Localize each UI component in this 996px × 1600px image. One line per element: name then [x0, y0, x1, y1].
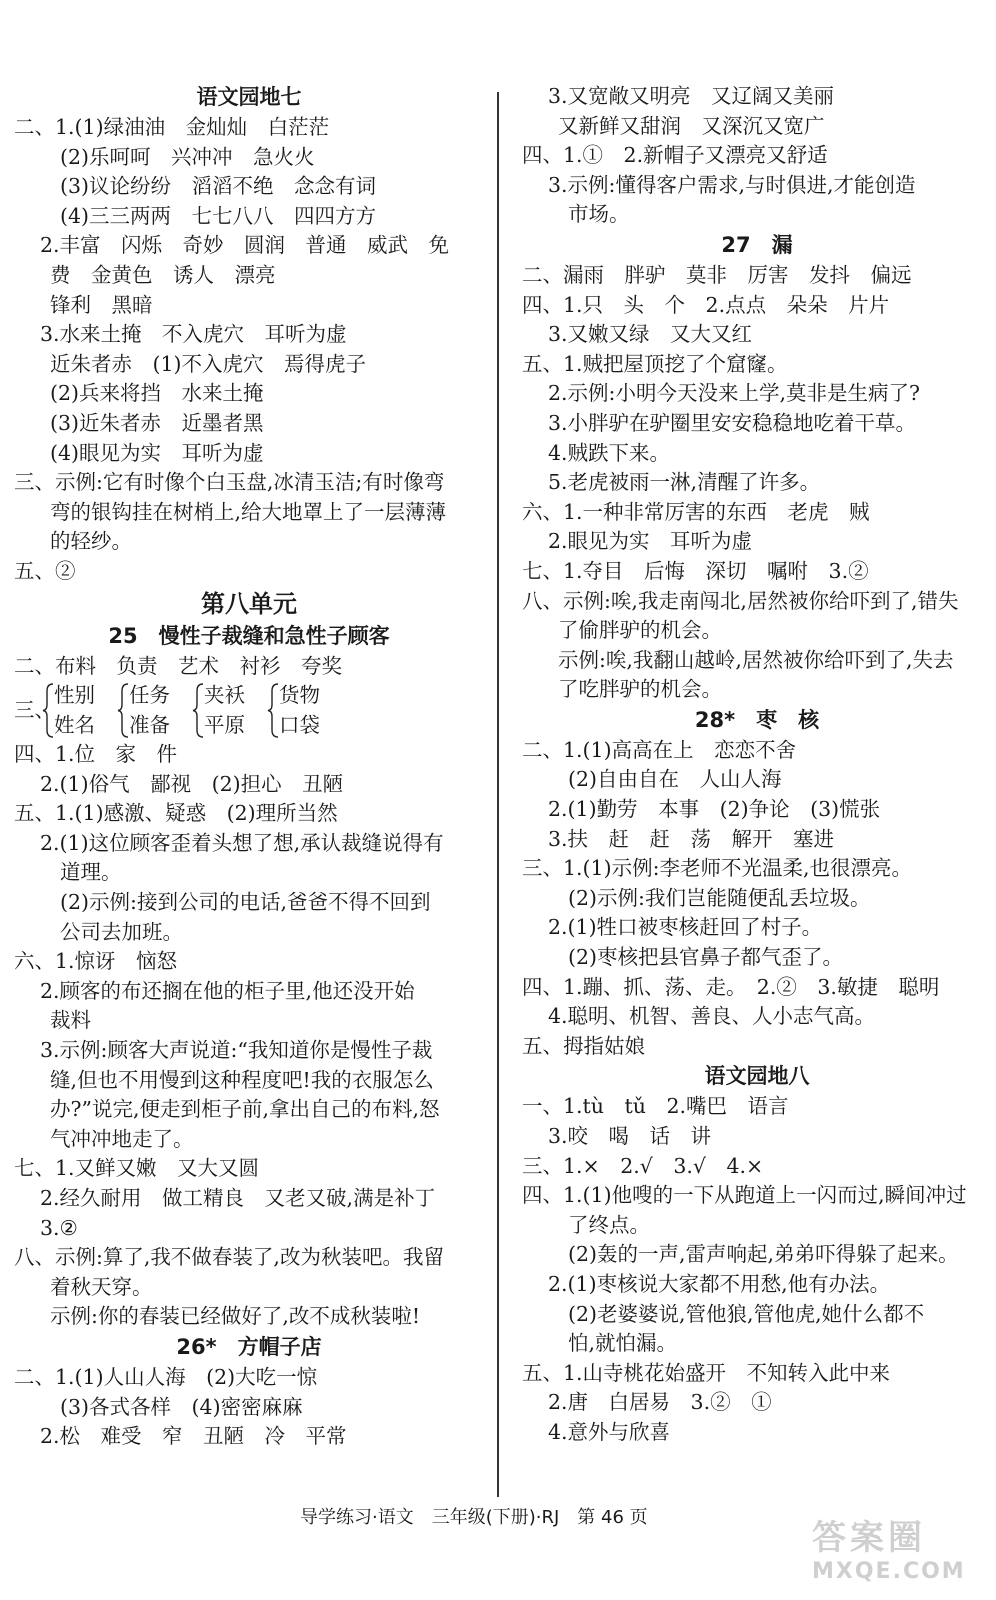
answer-line: 四、1.只 头 个 2.点点 朵朵 片片 [522, 292, 890, 317]
answer-line: 公司去加班。 [60, 919, 183, 944]
answer-line: 2.唐 白居易 3.② ① [548, 1390, 772, 1415]
brace-icon [117, 681, 129, 740]
unit-title: 第八单元 [201, 589, 297, 618]
answer-line: 费 金黄色 诱人 漂亮 [50, 262, 276, 287]
brace-word: 性别 [54, 683, 95, 708]
answer-line: 了偷胖驴的机会。 [558, 618, 722, 643]
answer-line: 了吃胖驴的机会。 [558, 677, 722, 702]
answer-line: 四、1.(1)他嗖的一下从跑道上一闪而过,瞬间冲过 [522, 1183, 967, 1208]
brace-item [267, 681, 320, 740]
answer-line: 3.小胖驴在驴圈里安安稳稳地吃着干草。 [548, 410, 917, 435]
answer-line: 4.意外与欣喜 [548, 1419, 671, 1444]
brace-word: 口袋 [279, 712, 320, 737]
answer-line: (2)枣核把县官鼻子都气歪了。 [568, 945, 844, 970]
section-title: 语文园地八 [704, 1064, 810, 1089]
right-column [522, 82, 992, 1448]
answer-line: 2.(1)枣核说大家都不用愁,他有办法。 [548, 1271, 891, 1296]
section-title: 语文园地七 [196, 85, 302, 109]
answer-line: 三、1.× 2.√ 3.√ 4.× [522, 1153, 764, 1178]
answer-line: (2)示例:我们岂能随便乱丢垃圾。 [568, 885, 871, 910]
answer-line: 5.老虎被雨一淋,清醒了许多。 [548, 470, 821, 495]
brace-word: 货物 [279, 683, 320, 708]
answer-line: (2)乐呵呵 兴冲冲 急火火 [60, 144, 315, 169]
answer-line: 2.丰富 闪烁 奇妙 圆润 普通 威武 免 [40, 233, 450, 258]
brace-icon [267, 681, 279, 740]
answer-line: 4.贼跌下来。 [548, 440, 671, 465]
watermark-logo [812, 1510, 982, 1594]
answer-line: 3.扶 赶 赶 荡 解开 塞进 [548, 826, 835, 851]
answer-line: 了终点。 [568, 1212, 650, 1237]
watermark-text: 答案圈 [812, 1518, 926, 1558]
answer-line: 五、1.(1)感激、疑惑 (2)理所当然 [14, 801, 338, 826]
answer-line: 3.又宽敞又明亮 又辽阔又美丽 [548, 84, 835, 108]
brace-answer-group [14, 681, 484, 740]
watermark-url: MXQE.COM [812, 1559, 966, 1584]
brace-word: 姓名 [54, 712, 95, 737]
answer-line: (2)老婆婆说,管他狼,管他虎,她什么都不 [568, 1301, 925, 1326]
answer-line: 2.(1)牲口被枣核赶回了村子。 [548, 915, 823, 940]
answer-line: 又新鲜又甜润 又深沉又宽广 [558, 113, 825, 138]
answer-line: 示例:唉,我翻山越岭,居然被你给吓到了,失去 [558, 647, 954, 672]
answer-line: (3)议论纷纷 滔滔不绝 念念有词 [60, 174, 377, 199]
answer-line: 3.咬 喝 话 讲 [548, 1124, 712, 1148]
answer-line: 2.松 难受 窄 丑陋 冷 平常 [40, 1424, 347, 1449]
brace-word: 平原 [204, 712, 245, 737]
answer-line: 近朱者赤 (1)不入虎穴 焉得虎子 [50, 351, 367, 376]
answer-line: 2.示例:小明今天没来上学,莫非是生病了? [548, 381, 920, 406]
brace-icon [42, 681, 54, 740]
answer-line: 三、示例:它有时像个白玉盘,冰清玉洁;有时像弯 [14, 470, 445, 495]
answer-line: 一、1.tù tǔ 2.嘴巴 语言 [522, 1094, 789, 1119]
answer-line: 3.示例:懂得客户需求,与时俱进,才能创造 [548, 172, 916, 197]
brace-word: 准备 [129, 712, 170, 737]
answer-line: 2.眼见为实 耳听为虚 [548, 529, 753, 554]
lesson-title: 27 漏 [721, 232, 793, 257]
answer-line: 气冲冲地走了。 [50, 1126, 194, 1151]
answer-line: 怕,就怕漏。 [568, 1331, 678, 1356]
answer-line: 2.(1)勤劳 本事 (2)争论 (3)慌张 [548, 797, 881, 822]
answer-line: (2)轰的一声,雷声响起,弟弟吓得躲了起来。 [568, 1242, 959, 1267]
answer-line: 八、示例:算了,我不做春装了,改为秋装吧。我留 [14, 1245, 444, 1270]
left-column [14, 82, 484, 1452]
answer-line: 三、1.(1)示例:李老师不光温柔,也很漂亮。 [522, 856, 913, 881]
column-divider [497, 92, 499, 1497]
answer-line: 二、布料 负责 艺术 衬衫 夸奖 [14, 653, 342, 678]
answer-line: 2.(1)这位顾客歪着头想了想,承认裁缝说得有 [40, 830, 444, 855]
answer-line: 着秋天穿。 [50, 1274, 153, 1299]
answer-line: 五、1.山寺桃花始盛开 不知转入此中来 [522, 1360, 891, 1385]
answer-line: 的轻纱。 [50, 529, 132, 554]
answer-line: 3.② [40, 1215, 78, 1240]
answer-line: 弯的银钩挂在树梢上,给大地罩上了一层薄薄 [50, 499, 447, 524]
answer-line: 2.经久耐用 做工精良 又老又破,满是补丁 [40, 1186, 436, 1210]
answer-line: 五、1.贼把屋顶挖了个窟窿。 [522, 351, 788, 376]
answer-line: 办?”说完,便走到柜子前,拿出自己的布料,怒 [50, 1097, 440, 1122]
answer-line: 缝,但也不用慢到这种程度吧!我的衣服怎么 [50, 1067, 434, 1092]
answer-line: 六、1.一种非常厉害的东西 老虎 贼 [522, 499, 870, 524]
answer-line: 锋利 黑暗 [50, 292, 153, 317]
page-footer: 导学练习·语文 三年级(下册)·RJ 第 46 页 [300, 1507, 648, 1528]
answer-line: 道理。 [60, 860, 122, 885]
answer-line: (3)各式各样 (4)密密麻麻 [60, 1394, 303, 1419]
answer-line: 六、1.惊讶 恼怒 [14, 949, 178, 974]
answer-line: 五、② [14, 558, 76, 583]
answer-line: 二、1.(1)高高在上 恋恋不舍 [522, 737, 797, 762]
brace-word: 任务 [129, 683, 170, 708]
brace-word: 夹袄 [204, 683, 245, 708]
answer-line: (2)兵来将挡 水来土掩 [50, 381, 264, 406]
answer-line: (4)眼见为实 耳听为虚 [50, 440, 264, 465]
answer-line: 五、拇指姑娘 [522, 1033, 645, 1058]
brace-label: 三、 [14, 698, 55, 723]
brace-item [117, 681, 170, 740]
answer-line: 市场。 [568, 202, 630, 227]
answer-line: 2.(1)俗气 鄙视 (2)担心 丑陋 [40, 771, 344, 796]
answer-line: 四、1.蹦、抓、荡、走。 2.② 3.敏捷 聪明 [522, 974, 940, 999]
answer-line: 二、1.(1)绿油油 金灿灿 白茫茫 [14, 115, 330, 139]
answer-line: 八、示例:唉,我走南闯北,居然被你给吓到了,错失 [522, 588, 959, 613]
answer-line: (2)示例:接到公司的电话,爸爸不得不回到 [60, 890, 431, 915]
lesson-title: 26* 方帽子店 [176, 1334, 322, 1359]
answer-line: (2)自由自在 人山人海 [568, 767, 782, 792]
brace-item [42, 681, 95, 740]
brace-item [192, 681, 245, 740]
answer-line: (4)三三两两 七七八八 四四方方 [60, 203, 377, 228]
brace-icon [192, 681, 204, 740]
answer-line: 裁料 [50, 1008, 91, 1033]
answer-line: 3.水来土掩 不入虎穴 耳听为虚 [40, 322, 347, 347]
answer-line: 七、1.又鲜又嫩 又大又圆 [14, 1156, 260, 1181]
answer-line: 四、1.① 2.新帽子又漂亮又舒适 [522, 143, 828, 168]
answer-line: 二、1.(1)人山人海 (2)大吃一惊 [14, 1364, 318, 1389]
answer-line: 四、1.位 家 件 [14, 742, 178, 767]
answer-line: 3.示例:顾客大声说道:“我知道你是慢性子裁 [40, 1038, 433, 1063]
answer-line: 4.聪明、机智、善良、人小志气高。 [548, 1004, 876, 1029]
lesson-title: 28* 枣 核 [694, 707, 820, 732]
answer-line: 示例:你的春装已经做好了,改不成秋装啦! [50, 1304, 421, 1329]
answer-line: 2.顾客的布还搁在他的柜子里,他还没开始 [40, 978, 415, 1003]
lesson-title: 25 慢性子裁缝和急性子顾客 [108, 623, 390, 648]
answer-line: 3.又嫩又绿 又大又红 [548, 322, 753, 347]
answer-line: 七、1.夺目 后悔 深切 嘱咐 3.② [522, 558, 869, 583]
answer-line: (3)近朱者赤 近墨者黑 [50, 410, 264, 435]
answer-line: 二、漏雨 胖驴 莫非 厉害 发抖 偏远 [522, 262, 912, 287]
